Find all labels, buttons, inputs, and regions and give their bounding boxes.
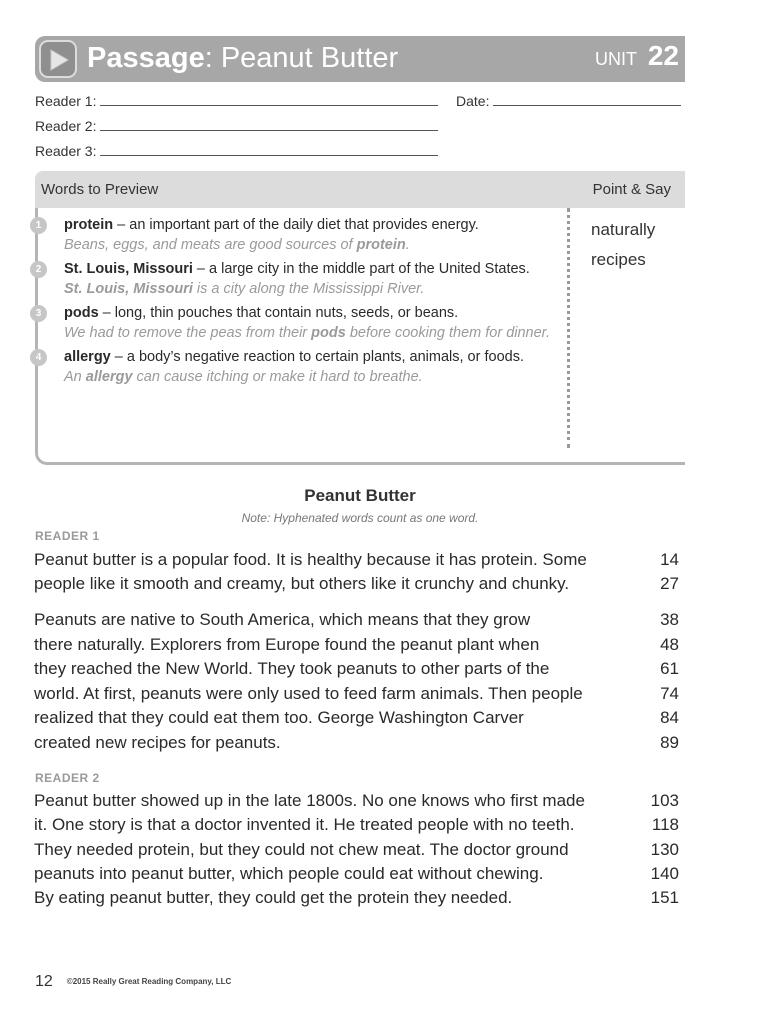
passage-note: Note: Hyphenated words count as one word.: [241, 511, 479, 525]
word-count: 38: [660, 610, 679, 629]
point-say-heading: Point & Say: [592, 181, 671, 198]
page-number: 12: [35, 973, 53, 990]
play-icon[interactable]: [39, 40, 77, 78]
example-text: before cooking them for dinner.: [345, 324, 551, 341]
passage-line: [34, 684, 684, 709]
passage-line: [34, 888, 684, 913]
vocab-definition: – long, thin pouches that contain nuts, seeds, or beans.: [98, 305, 459, 321]
reader2-line: [35, 118, 438, 134]
line-text: world. At first, peanuts were only used to feed farm animals. Then people: [34, 684, 583, 703]
word-item: [35, 216, 558, 255]
example-word: protein: [356, 236, 406, 253]
word-count: 118: [651, 815, 679, 834]
vocab-example: [64, 325, 550, 341]
unit-number: 22: [647, 40, 679, 71]
copyright: ©2015 Really Great Reading Company, LLC: [66, 977, 232, 986]
passage-line: [34, 864, 684, 889]
vocab-example: [64, 237, 410, 253]
word-count: 140: [650, 864, 679, 883]
point-say-list: [591, 220, 655, 280]
word-count: 48: [660, 635, 679, 654]
line-text: By eating peanut butter, they could get the protein they needed.: [34, 888, 513, 907]
passage-line: [34, 708, 684, 733]
passage-line: [34, 815, 684, 840]
passage-line: [34, 791, 684, 816]
passage-line: [34, 659, 684, 684]
point-say-word: naturally: [591, 220, 656, 239]
reader2-field[interactable]: [100, 119, 438, 131]
word-item: [35, 304, 558, 343]
reader3-label: Reader 3:: [35, 143, 97, 159]
example-word: St. Louis, Missouri: [64, 280, 193, 297]
word-item: [35, 260, 558, 299]
number-badge: 1: [30, 217, 47, 234]
vocab-word: allergy: [64, 349, 111, 365]
example-text: An: [64, 368, 86, 385]
word-count: 130: [650, 840, 679, 859]
line-text: peanuts into peanut butter, which people could eat without chewing.: [34, 864, 544, 883]
word-item: [35, 348, 558, 387]
page-title: [87, 42, 398, 75]
dotted-divider: [567, 208, 570, 448]
example-text: We had to remove the peas from their: [64, 324, 312, 341]
vocab-definition: – a body’s negative reaction to certain plants, animals, or foods.: [110, 349, 524, 365]
vocab-definition: – an important part of the daily diet that provides energy.: [113, 217, 479, 233]
date-line: [456, 93, 681, 109]
word-count: 103: [650, 791, 679, 810]
line-text: created new recipes for peanuts.: [34, 733, 281, 752]
vocab-definition: – a large city in the middle part of the United States.: [192, 261, 530, 277]
example-text: can cause itching or make it hard to breathe.: [132, 368, 423, 385]
line-text: people like it smooth and creamy, but others like it crunchy and chunky.: [34, 574, 570, 593]
line-text: They needed protein, but they could not chew meat. The doctor ground: [34, 840, 569, 859]
line-text: Peanuts are native to South America, which means that they grow: [34, 610, 531, 629]
passage-line: [34, 733, 684, 758]
preview-frame: [35, 208, 685, 465]
number-badge: 2: [30, 261, 47, 278]
reader1-line: [35, 93, 438, 109]
reader1-section-label: READER 1: [35, 529, 100, 543]
vocab-word: pods: [64, 305, 99, 321]
line-text: Peanut butter is a popular food. It is healthy because it has protein. Some: [34, 550, 587, 569]
line-text: it. One story is that a doctor invented it. He treated people with no teeth.: [34, 815, 575, 834]
number-badge: 3: [30, 305, 47, 322]
passage-line: [34, 840, 684, 865]
line-text: they reached the New World. They took peanuts to other parts of the: [34, 659, 550, 678]
example-word: allergy: [85, 368, 133, 385]
word-count: 89: [660, 733, 679, 752]
vocab-word: St. Louis, Missouri: [64, 261, 193, 277]
point-say-word: recipes: [591, 250, 646, 269]
vocab-word: protein: [64, 217, 114, 233]
reader1-field[interactable]: [100, 94, 438, 106]
passage-title: Peanut Butter: [304, 486, 416, 505]
word-count: 151: [650, 888, 679, 907]
title-bold: Passage: [87, 42, 205, 74]
passage-line: [34, 610, 684, 635]
word-count: 27: [660, 574, 679, 593]
passage-line: [34, 574, 684, 599]
unit-label: UNIT: [595, 49, 637, 69]
number-badge: 4: [30, 349, 47, 366]
preview-header: [35, 171, 685, 208]
date-field[interactable]: [493, 94, 681, 106]
date-label: Date:: [456, 93, 490, 109]
line-text: there naturally. Explorers from Europe found the peanut plant when: [34, 635, 540, 654]
word-count: 14: [660, 550, 679, 569]
reader2-section-label: READER 2: [35, 771, 100, 785]
reader3-field[interactable]: [100, 144, 438, 156]
line-text: realized that they could eat them too. George Washington Carver: [34, 708, 524, 727]
reader2-label: Reader 2:: [35, 118, 97, 134]
word-count: 74: [660, 684, 679, 703]
title-rest: : Peanut Butter: [204, 42, 399, 74]
example-word: pods: [311, 324, 346, 341]
example-text: is a city along the Mississippi River.: [192, 280, 425, 297]
passage-line: [34, 550, 684, 575]
example-text: Beans, eggs, and meats are good sources of: [64, 236, 357, 253]
word-count: 61: [660, 659, 679, 678]
word-list: [35, 216, 558, 392]
line-text: Peanut butter showed up in the late 1800s. No one knows who first made: [34, 791, 585, 810]
preview-heading: Words to Preview: [41, 181, 159, 198]
word-count: 84: [660, 708, 679, 727]
reader1-label: Reader 1:: [35, 93, 97, 109]
passage-line: [34, 635, 684, 660]
footer: [35, 973, 231, 991]
vocab-example: [64, 369, 423, 385]
reader3-line: [35, 143, 438, 159]
vocab-example: [64, 281, 424, 297]
example-text: .: [405, 236, 410, 253]
header-bar: [35, 36, 685, 82]
words-to-preview-box: [35, 171, 685, 465]
